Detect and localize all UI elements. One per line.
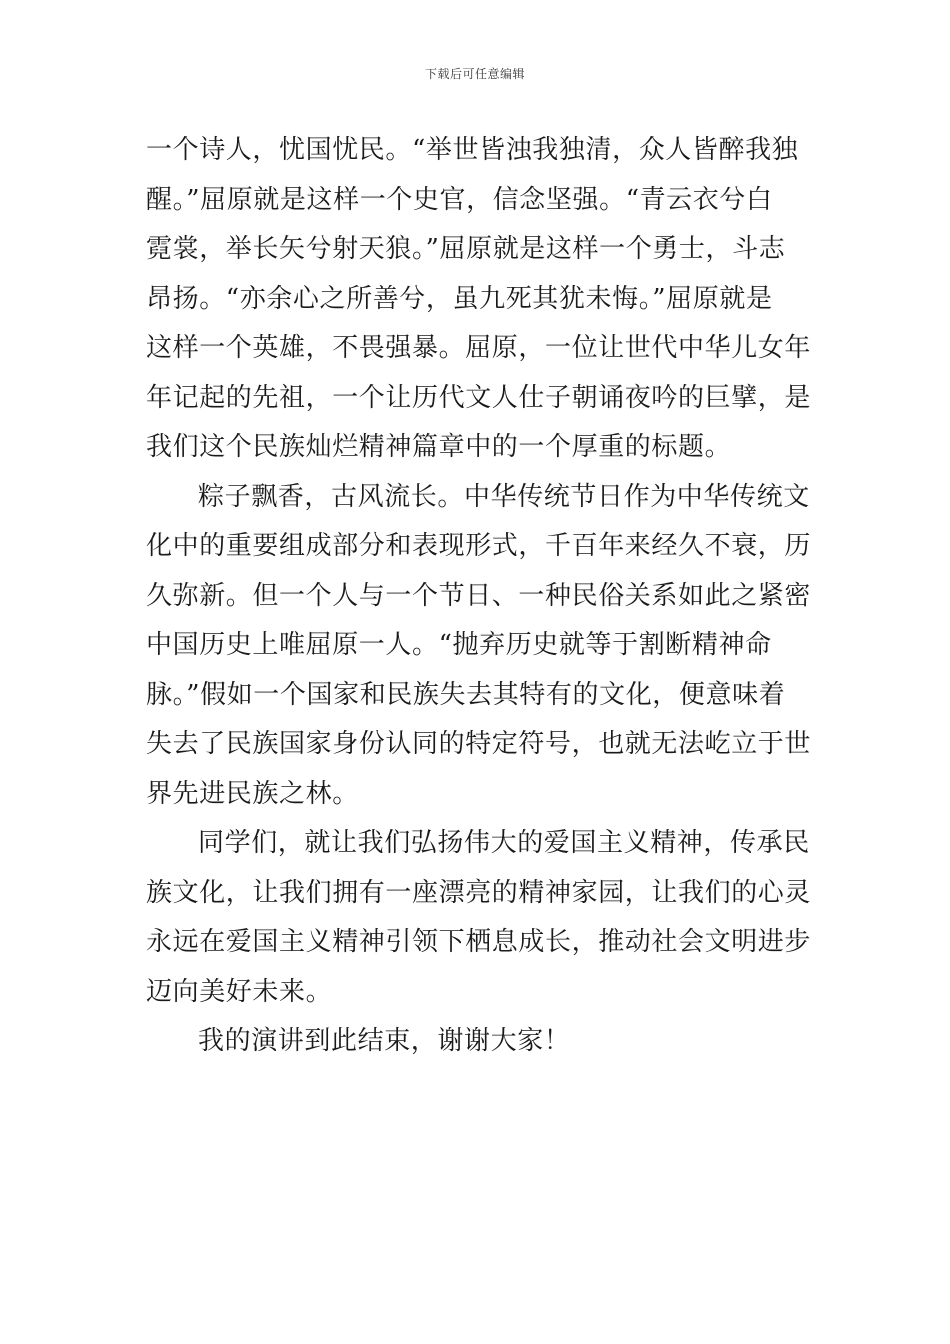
text-line: 这样一个英雄，不畏强暴。屈原，一位让世代中华儿女年 [146,333,812,363]
paragraph-1 [146,126,812,473]
text-line: 年记起的先祖，一个让历代文人仕子朝诵夜吟的巨擘，是 [146,382,812,413]
text-line: 昂扬。“亦余心之所善兮，虽九死其犹未悔。”屈原就是 [146,283,773,314]
text-line: 化中的重要组成部分和表现形式，千百年来经久不衰，历 [146,531,812,561]
paragraph-3 [146,819,812,1017]
text-line: 粽子飘香，古风流长。中华传统节日作为中华传统文 [198,481,810,512]
text-line: 一个诗人，忧国忧民。“举世皆浊我独清，众人皆醉我独 [146,135,799,165]
text-line: 我的演讲到此结束，谢谢大家！ [198,1026,571,1056]
text-line: 久弥新。但一个人与一个节日、一种民俗关系如此之紧密 [146,580,812,611]
text-line: 醒。”屈原就是这样一个史官，信念坚强。“青云衣兮白 [146,184,773,215]
paragraph-4 [146,1017,806,1067]
text-line: 霓裳，举长矢兮射天狼。”屈原就是这样一个勇士，斗志 [146,234,786,264]
paragraph-2 [146,473,812,820]
text-line: 永远在爱国主义精神引领下栖息成长，推动社会文明进步 [146,927,812,957]
text-line: 我们这个民族灿烂精神篇章中的一个厚重的标题。 [146,432,732,462]
text-line: 脉。”假如一个国家和民族失去其特有的文化，便意味着 [146,679,786,710]
text-line: 界先进民族之林。 [146,778,359,809]
text-line: 中国历史上唯屈原一人。“抛弃历史就等于割断精神命 [146,630,772,660]
text-line: 失去了民族国家身份认同的特定符号，也就无法屹立于世 [146,729,812,759]
speech-body [146,126,812,1067]
page-header-note: 下载后可任意编辑 [424,67,525,81]
text-line: 族文化，让我们拥有一座漂亮的精神家园，让我们的心灵 [146,877,812,908]
text-line: 同学们，就让我们弘扬伟大的爱国主义精神，传承民 [198,828,810,858]
text-line: 迈向美好未来。 [146,976,333,1007]
